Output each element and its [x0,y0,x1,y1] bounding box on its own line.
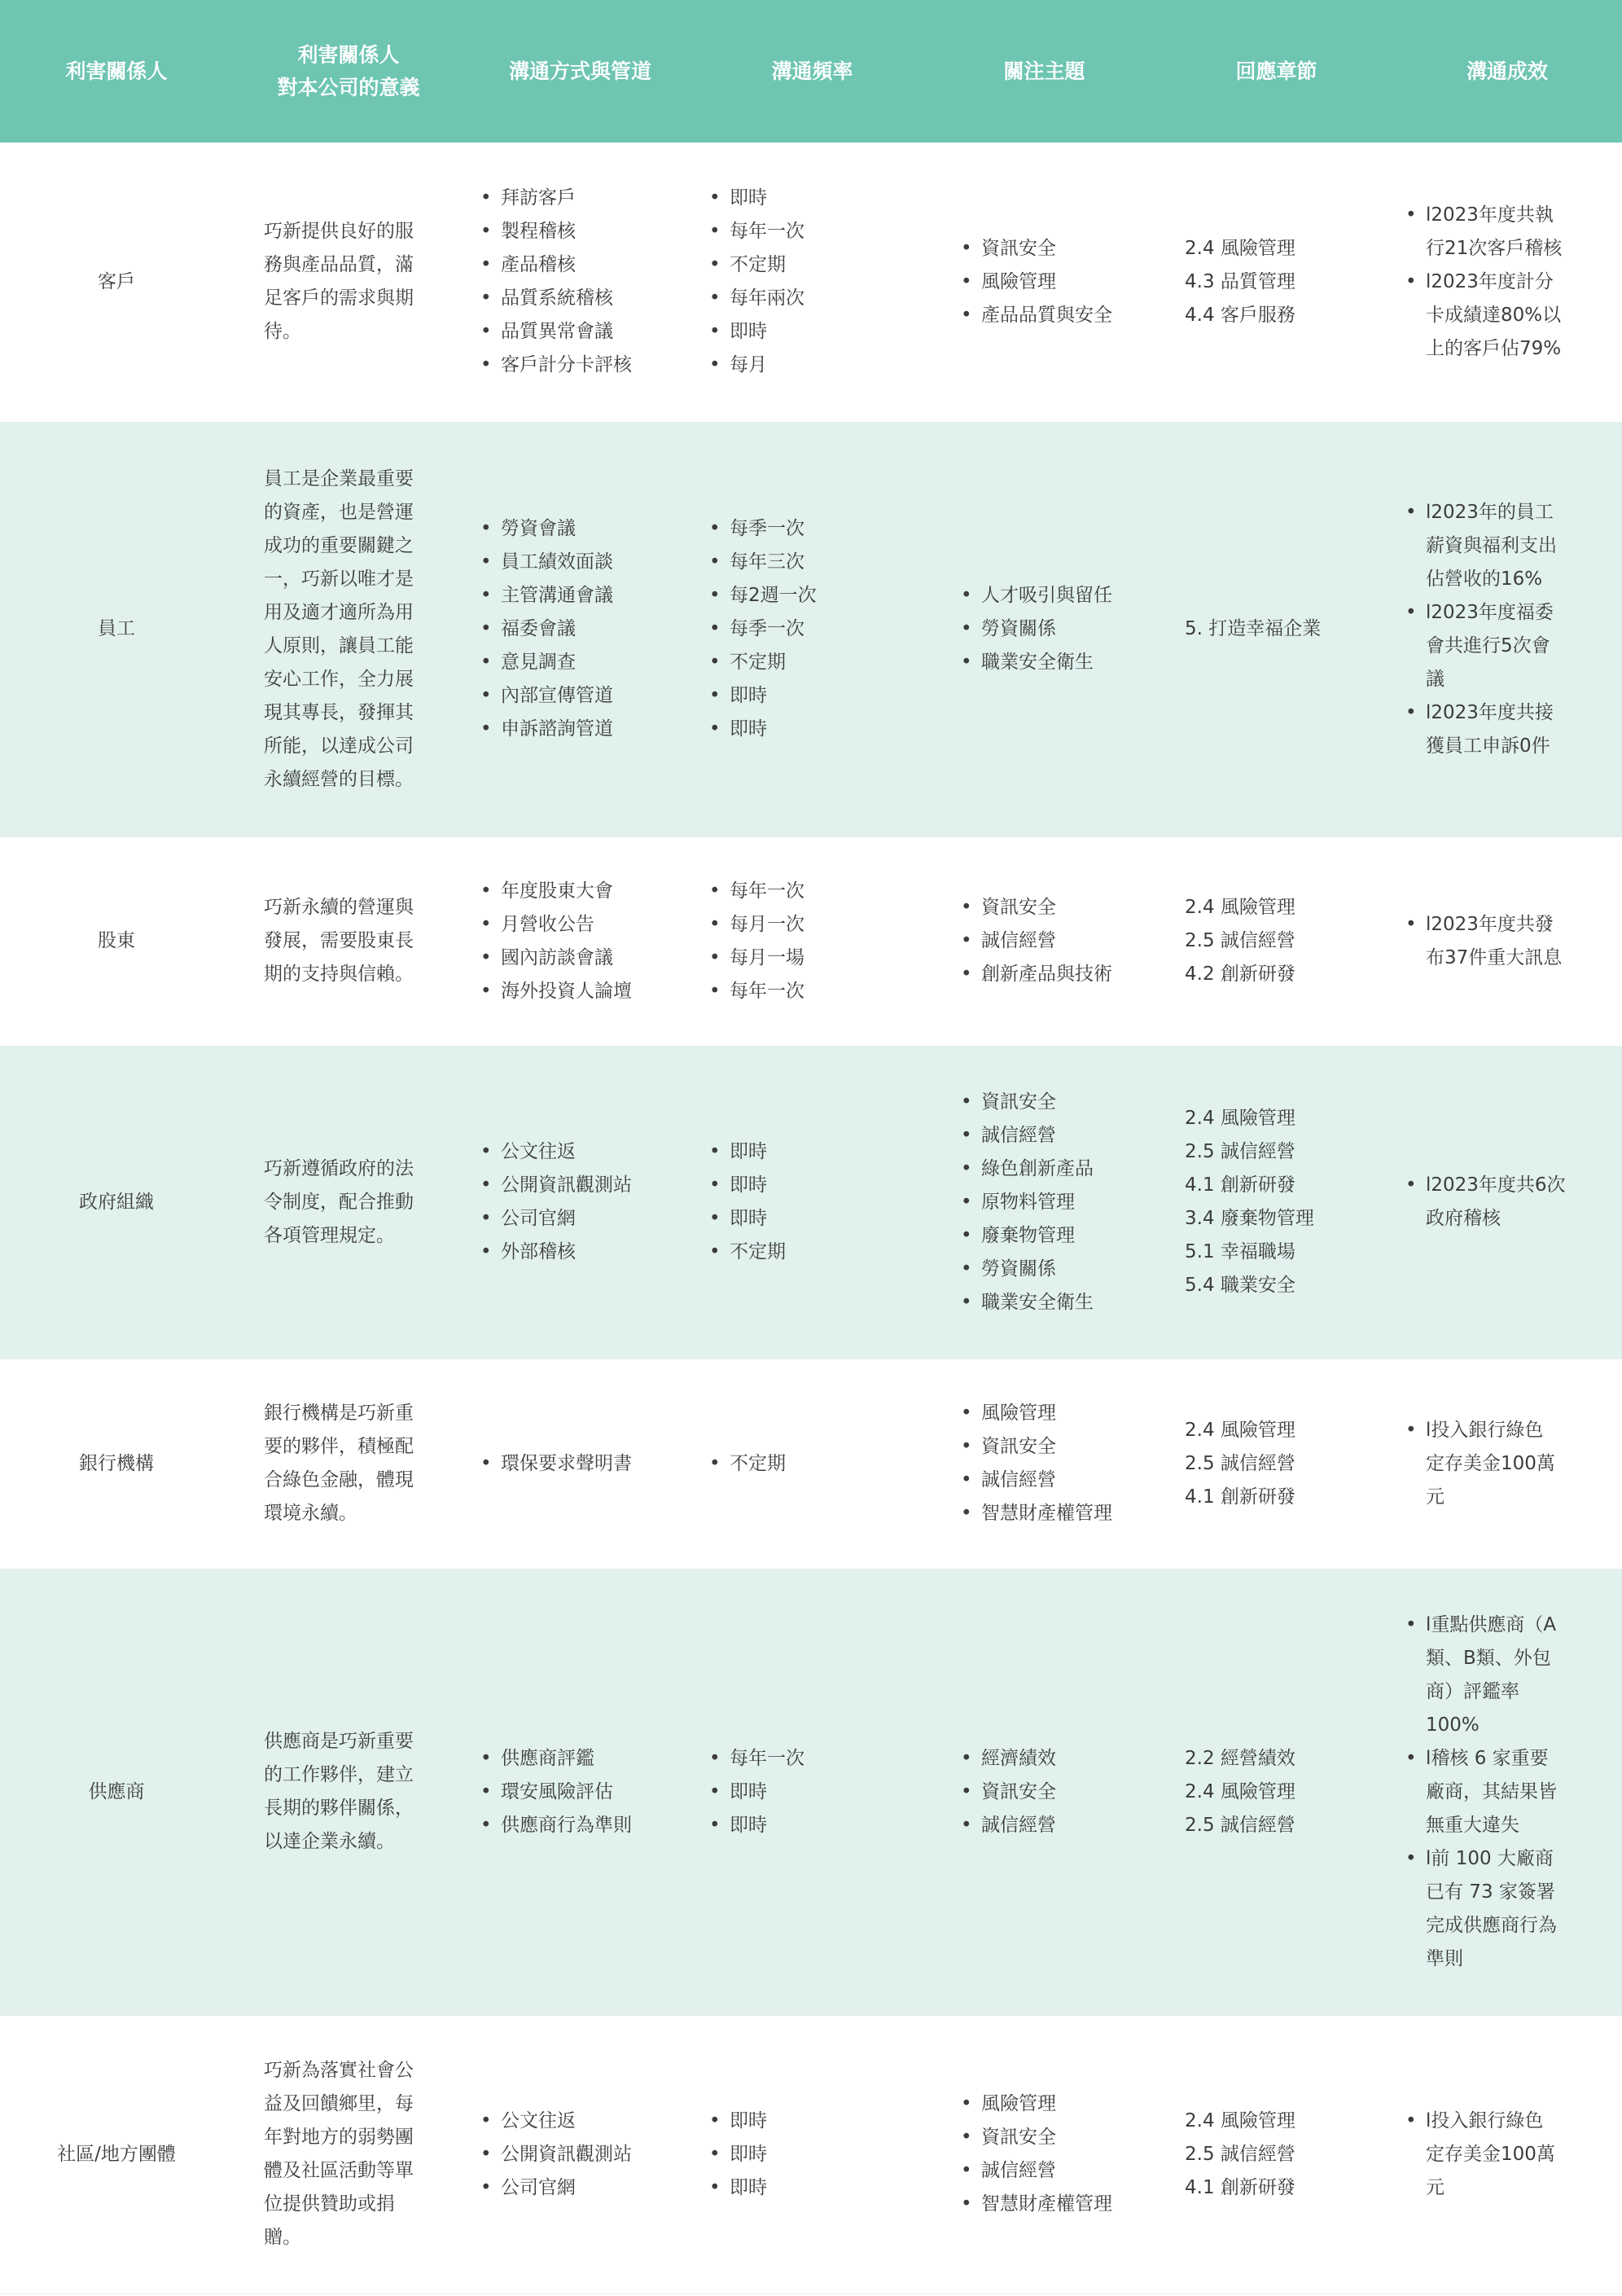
result-line: 獲員工申訴0件 [1426,735,1550,757]
result-item [1405,2105,1606,2205]
meaning-line: 要的夥伴，積極配 [264,1436,414,1457]
channel-item: • 公開資訊觀測站 [480,1169,696,1202]
result-line: 完成供應商行為 [1426,1914,1557,1936]
table-row [0,1046,1622,1359]
chapter-item: 4.2 創新研發 [1185,964,1295,985]
frequency-item: • 不定期 [709,248,928,282]
meaning-line: 長期的夥伴關係， [264,1798,414,1819]
frequency-item: • 即時 [709,1169,928,1202]
meaning-line: 贈。 [264,2227,301,2248]
channels-cell [464,422,696,836]
frequency-item: • 每年兩次 [709,282,928,315]
frequency-item: • 即時 [709,1809,928,1842]
channel-item: • 客戶計分卡評核 [480,349,696,382]
topic-item: • 誠信經營 [961,1809,1160,1842]
results-list [1405,908,1606,975]
result-line: 議 [1426,668,1444,690]
channel-item: • 供應商評鑑 [480,1742,696,1776]
result-item [1405,1414,1606,1514]
channel-item: • 主管溝通會議 [480,579,696,612]
channel-item: • 環保要求聲明書 [480,1447,696,1481]
chapter-item: 2.4 風險管理 [1185,237,1295,259]
stakeholder-meaning [233,1359,464,1569]
chapter-item: 2.4 風險管理 [1185,1780,1295,1802]
results-list [1405,1609,1606,1976]
results-cell [1392,422,1622,836]
channel-item: • 產品稽核 [480,248,696,282]
result-line: 100% [1426,1714,1480,1736]
result-line: 政府稽核 [1426,1208,1501,1229]
chapter-item: 4.1 創新研發 [1185,1486,1295,1508]
meaning-line: 發展，需要股東長 [264,930,414,951]
topic-item: • 廢棄物管理 [961,1219,1160,1253]
meaning-line: 巧新遵循政府的法 [264,1157,414,1179]
topic-item: • 誠信經營 [961,924,1160,958]
channels-cell [464,1359,696,1569]
frequency-item: • 即時 [709,2105,928,2138]
topic-item: • 誠信經營 [961,2154,1160,2188]
result-item [1405,1842,1606,1976]
results-list [1405,2105,1606,2205]
stakeholder-name: 供應商 [88,1780,145,1802]
frequency-item: • 每年一次 [709,1742,928,1776]
stakeholder-name: 社區/地方團體 [57,2143,176,2165]
meaning-line: 各項管理規定。 [264,1224,395,1246]
meaning-line: 待。 [264,321,301,343]
topics-cell [928,2015,1160,2294]
meaning-line: 巧新為落實社會公 [264,2060,414,2081]
topics-cell-list [961,1742,1160,1842]
meaning-line: 的工作夥伴，建立 [264,1764,414,1785]
frequency-item: • 每年一次 [709,975,928,1008]
meaning-line: 成功的重要關鍵之 [264,534,414,556]
topics-cell [928,143,1160,422]
header-chapters: 回應章節 [1235,59,1317,83]
results-list [1405,1414,1606,1514]
chapter-item: 2.5 誠信經營 [1185,2143,1295,2165]
meaning-line: 巧新提供良好的服 [264,221,414,243]
topic-item: • 資訊安全 [961,1430,1160,1464]
frequency-cell-list [709,1135,928,1269]
result-line: 行21次客戶稽核 [1426,237,1563,259]
channels-cell [464,836,696,1046]
channel-item: • 品質異常會議 [480,315,696,349]
frequency-cell [696,143,928,422]
channel-item: • 意見調查 [480,646,696,679]
channel-item: • 公司官網 [480,2171,696,2205]
meaning-line: 巧新永續的營運與 [264,897,414,918]
frequency-item: • 不定期 [709,1447,928,1481]
table-row [0,2015,1622,2294]
frequency-item: • 即時 [709,679,928,713]
result-item [1405,199,1606,266]
result-line: 類、B類、外包 [1426,1647,1551,1669]
channels-cell-list [480,2105,696,2205]
meaning-line: 永續經營的目標。 [264,768,414,790]
results-cell [1392,836,1622,1046]
channels-cell-list [480,512,696,746]
frequency-cell [696,1569,928,2015]
topic-item: • 資訊安全 [961,1086,1160,1119]
results-cell [1392,2015,1622,2294]
frequency-item: • 即時 [709,2171,928,2205]
result-line: 卡成績達80%以 [1426,304,1562,326]
result-line: • l前 100 大廠商 [1426,1847,1554,1869]
stakeholder-meaning [233,422,464,836]
chapter-item: 2.4 風險管理 [1185,2109,1295,2131]
result-line: 已有 73 家簽署 [1426,1881,1555,1903]
meaning-line: 用及適才適所為用 [264,601,414,623]
stakeholder-name: 政府組織 [79,1191,154,1213]
chapter-item: 3.4 廢棄物管理 [1185,1208,1314,1229]
header-results: 溝通成效 [1466,59,1548,83]
chapter-item: 2.4 風險管理 [1185,897,1295,918]
frequency-item: • 即時 [709,1776,928,1809]
result-line: • l重點供應商（A [1426,1613,1557,1635]
chapter-item: 5.1 幸福職場 [1185,1241,1295,1262]
chapter-item: 4.1 創新研發 [1185,1174,1295,1196]
results-cell [1392,143,1622,422]
meaning-line: 益及回饋鄉里，每 [264,2093,414,2114]
chapter-item: 2.4 風險管理 [1185,1108,1295,1129]
frequency-cell [696,2015,928,2294]
result-line: 準則 [1426,1947,1463,1969]
topics-cell [928,1046,1160,1359]
chapters-cell [1160,836,1392,1046]
meaning-line: 所能，以達成公司 [264,735,414,757]
result-line: 布37件重大訊息 [1426,946,1563,968]
topic-item: • 創新產品與技術 [961,958,1160,991]
chapter-item: 2.5 誠信經營 [1185,930,1295,951]
result-item [1405,696,1606,763]
channels-cell [464,2015,696,2294]
stakeholder-name: 銀行機構 [79,1452,154,1474]
result-item [1405,1742,1606,1842]
frequency-item: • 即時 [709,1202,928,1236]
meaning-line: 位提供贊助或捐 [264,2193,395,2215]
topic-item: • 風險管理 [961,1397,1160,1430]
channel-item: • 福委會議 [480,612,696,646]
topic-item: • 智慧財產權管理 [961,2188,1160,2221]
header-topics: 關注主題 [1003,59,1085,83]
chapter-item: 4.4 客戶服務 [1185,304,1295,326]
stakeholder-name: 股東 [98,930,135,951]
chapters-cell [1160,143,1392,422]
results-cell [1392,1359,1622,1569]
meaning-line: 環境永續。 [264,1503,357,1524]
topic-item: • 智慧財產權管理 [961,1497,1160,1530]
header-stakeholder: 利害關係人 [65,59,168,83]
meaning-line: 期的支持與信賴。 [264,964,414,985]
stakeholder-name: 客戶 [98,270,135,292]
meaning-line: 一，巧新以唯才是 [264,568,414,590]
results-cell [1392,1046,1622,1359]
topics-cell-list [961,232,1160,332]
meaning-line: 令制度，配合推動 [264,1191,414,1213]
topic-item: • 風險管理 [961,266,1160,299]
topics-cell [928,1569,1160,2015]
result-line: • l2023年的員工 [1426,501,1554,523]
frequency-item: • 不定期 [709,646,928,679]
topics-cell [928,836,1160,1046]
results-list [1405,496,1606,763]
channel-item: • 公文往返 [480,1135,696,1169]
channel-item: • 供應商行為準則 [480,1809,696,1842]
frequency-item: • 每月 [709,349,928,382]
channels-cell [464,1569,696,2015]
results-list [1405,1169,1606,1236]
topic-item: • 勞資關係 [961,1253,1160,1286]
topic-item: • 風險管理 [961,2087,1160,2121]
topic-item: • 資訊安全 [961,232,1160,266]
channels-cell [464,1046,696,1359]
topic-item: • 產品品質與安全 [961,299,1160,332]
topics-cell-list [961,1397,1160,1530]
frequency-item: • 每季一次 [709,512,928,546]
channels-cell [464,143,696,422]
table-row [0,836,1622,1046]
result-line: • l2023年度共發 [1426,913,1554,935]
topic-item: • 職業安全衛生 [961,1286,1160,1319]
header-meaning: 利害關係人 對本公司的意義 [277,42,420,99]
stakeholder-meaning [233,1569,464,2015]
topic-item: • 誠信經營 [961,1464,1160,1497]
table-header [0,0,1622,143]
stakeholder-meaning [233,143,464,422]
topics-cell [928,422,1160,836]
frequency-item: • 每年一次 [709,215,928,248]
channel-item: • 公開資訊觀測站 [480,2138,696,2171]
chapter-item: 2.4 風險管理 [1185,1419,1295,1441]
topics-cell-list [961,1086,1160,1319]
result-line: 商）評鑑率 [1426,1680,1519,1702]
topic-item: • 資訊安全 [961,2121,1160,2154]
channel-item: • 品質系統稽核 [480,282,696,315]
meaning-line: 體及社區活動等單 [264,2160,414,2181]
meaning-line: 人原則，讓員工能 [264,634,414,656]
channel-item: • 國內訪談會議 [480,942,696,975]
topics-cell-list [961,579,1160,679]
frequency-item: • 即時 [709,182,928,215]
meaning-line: 務與產品品質，滿 [264,254,414,276]
channel-item: • 拜訪客戶 [480,182,696,215]
topic-item: • 綠色創新產品 [961,1152,1160,1186]
result-line: • l2023年度福委 [1426,601,1554,623]
channels-cell-list [480,1742,696,1842]
channels-cell-list [480,1447,696,1481]
result-line: 無重大違失 [1426,1814,1519,1836]
result-item [1405,496,1606,596]
channel-item: • 海外投資人論壇 [480,975,696,1008]
meaning-line: 以達企業永續。 [264,1831,395,1852]
stakeholder-meaning [233,2015,464,2294]
chapter-item: 5. 打造幸福企業 [1185,618,1322,639]
chapters-cell [1160,422,1392,836]
stakeholder-meaning [233,1046,464,1359]
channel-item: • 申訴諮詢管道 [480,713,696,746]
topic-item: • 資訊安全 [961,891,1160,924]
result-item [1405,1609,1606,1742]
frequency-cell-list [709,2105,928,2205]
meaning-line: 合綠色金融，體現 [264,1469,414,1490]
result-line: • l2023年度共6次 [1426,1174,1566,1196]
stakeholder-meaning [233,836,464,1046]
channel-item: • 外部稽核 [480,1236,696,1269]
frequency-cell-list [709,1742,928,1842]
topic-item: • 原物料管理 [961,1186,1160,1219]
channel-item: • 內部宣傳管道 [480,679,696,713]
meaning-line: 安心工作，全力展 [264,668,414,690]
topic-item: • 勞資關係 [961,612,1160,646]
chapters-cell [1160,1046,1392,1359]
frequency-item: • 不定期 [709,1236,928,1269]
topic-item: • 經濟績效 [961,1742,1160,1776]
result-line: 佔營收的16% [1426,568,1543,590]
chapter-item: 4.1 創新研發 [1185,2176,1295,2198]
results-cell [1392,1569,1622,2015]
result-line: • l2023年度計分 [1426,270,1554,292]
topic-item: • 職業安全衛生 [961,646,1160,679]
meaning-line: 現其專長，發揮其 [264,701,414,723]
result-line: 薪資與福利支出 [1426,534,1557,556]
channel-item: • 環安風險評估 [480,1776,696,1809]
frequency-cell [696,422,928,836]
frequency-cell [696,836,928,1046]
topic-item: • 誠信經營 [961,1119,1160,1152]
header-frequency: 溝通頻率 [771,59,853,83]
result-line: • l投入銀行綠色 [1426,1419,1544,1441]
channels-cell-list [480,1135,696,1269]
frequency-item: • 即時 [709,315,928,349]
result-line: 定存美金100萬 [1426,2143,1555,2165]
frequency-cell-list [709,1447,928,1481]
chapter-item: 4.3 品質管理 [1185,270,1295,292]
frequency-cell [696,1359,928,1569]
topics-cell [928,1359,1160,1569]
topics-cell-list [961,2087,1160,2221]
result-line: 定存美金100萬 [1426,1452,1555,1474]
channel-item: • 月營收公告 [480,908,696,942]
channel-item: • 年度股東大會 [480,875,696,908]
meaning-line: 員工是企業最重要 [264,468,414,489]
topic-item: • 人才吸引與留任 [961,579,1160,612]
meaning-line: 年對地方的弱勢團 [264,2127,414,2148]
channel-item: • 製程稽核 [480,215,696,248]
frequency-cell-list [709,875,928,1008]
channel-item: • 公司官網 [480,1202,696,1236]
meaning-line: 的資產，也是營運 [264,501,414,523]
result-line: 元 [1426,1486,1444,1508]
frequency-item: • 即時 [709,2138,928,2171]
topics-cell-list [961,891,1160,991]
frequency-cell-list [709,182,928,382]
frequency-cell-list [709,512,928,746]
channel-item: • 勞資會議 [480,512,696,546]
channels-cell-list [480,182,696,382]
result-item [1405,908,1606,975]
result-line: • l投入銀行綠色 [1426,2109,1544,2131]
result-line: • l稽核 6 家重要 [1426,1747,1549,1769]
chapters-cell [1160,1359,1392,1569]
channels-cell-list [480,875,696,1008]
table-row [0,1359,1622,1569]
meaning-line: 銀行機構是巧新重 [264,1403,414,1424]
stakeholder-name: 員工 [98,618,135,639]
table-row [0,143,1622,422]
topic-item: • 資訊安全 [961,1776,1160,1809]
frequency-item: • 即時 [709,1135,928,1169]
chapter-item: 2.2 經營績效 [1185,1747,1295,1769]
chapter-item: 2.5 誠信經營 [1185,1141,1295,1162]
frequency-item: • 每年一次 [709,875,928,908]
chapter-item: 5.4 職業安全 [1185,1275,1295,1296]
header-channels: 溝通方式與管道 [508,59,651,83]
chapters-cell [1160,2015,1392,2294]
frequency-item: • 每年三次 [709,546,928,579]
result-item [1405,596,1606,696]
result-item [1405,266,1606,366]
table-row [0,422,1622,836]
result-line: 元 [1426,2176,1444,2198]
frequency-item: • 每2週一次 [709,579,928,612]
frequency-item: • 即時 [709,713,928,746]
result-line: • l2023年度共執 [1426,204,1554,226]
table-row [0,1569,1622,2015]
chapters-cell [1160,1569,1392,2015]
result-line: 會共進行5次會 [1426,634,1550,656]
result-line: 廠商，其結果皆 [1426,1780,1557,1802]
channel-item: • 員工績效面談 [480,546,696,579]
frequency-item: • 每季一次 [709,612,928,646]
results-list [1405,199,1606,366]
meaning-line: 供應商是巧新重要 [264,1731,414,1752]
frequency-cell [696,1046,928,1359]
result-line: 上的客戶佔79% [1426,337,1562,359]
chapter-item: 2.5 誠信經營 [1185,1814,1295,1836]
frequency-item: • 每月一次 [709,908,928,942]
chapter-item: 2.5 誠信經營 [1185,1452,1295,1474]
result-line: • l2023年度共接 [1426,701,1554,723]
frequency-item: • 每月一場 [709,942,928,975]
result-item [1405,1169,1606,1236]
meaning-line: 足客戶的需求與期 [264,288,414,309]
channel-item: • 公文往返 [480,2105,696,2138]
